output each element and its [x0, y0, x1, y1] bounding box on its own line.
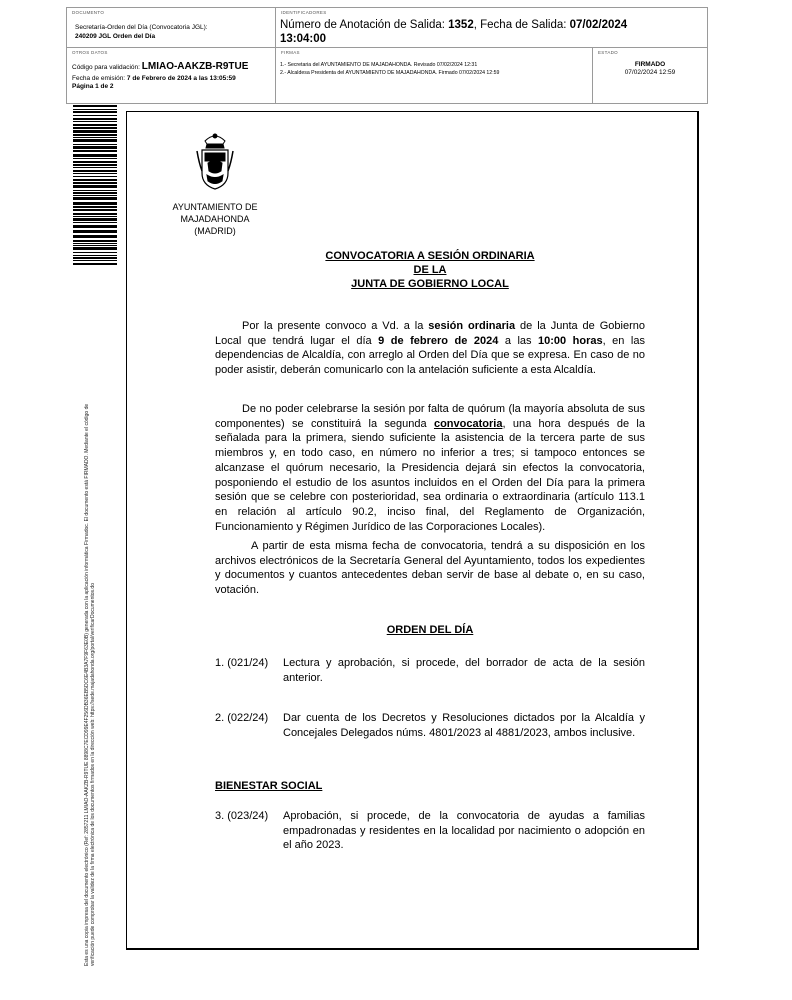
orden-del-dia-title: ORDEN DEL DÍA [386, 624, 474, 636]
signature-2: 2.- Alcaldesa Presidenta del AYUNTAMIENTO DE MAJADAHONDA. Firmado 07/02/2024 12:59 [280, 70, 500, 76]
barcode-bar [73, 134, 117, 136]
barcode-bar [73, 170, 117, 172]
barcode-bar [73, 146, 117, 149]
paragraph-convocation: Por la presente convoco a Vd. a la sesión ordinaria de la Junta de Gobierno Local que tendrá lugar el día 9 de febrero de 2024 a las 10:00 horas, en las dependencias de Alcaldía, con arreglo al Orden del Día que se expresa. En caso de no poder asistir, deberán comunicarlo con la antelación suficiente a esta Alcaldía. [215, 320, 645, 377]
barcode-bar [73, 260, 117, 261]
verification-side-text [84, 306, 96, 966]
document-title: Secretaría-Orden del Día (Convocatoria JGL): [75, 24, 208, 31]
identifiers-cell [276, 8, 707, 48]
verification-line-1: Esta es una copia impresa del documento electrónico (Ref: 2857211 LMIAO-AAKZB-R9TUE 8898C7ECD99E4F256DB36EB5DC6E4B3A7F9F63E0B) generada con la aplicación informática Firmadoc. El documento está FIRMADO. Mediante el código de [84, 403, 90, 966]
other-data-cell [67, 48, 276, 103]
barcode-bar [73, 105, 117, 107]
section-heading-bienestar: BIENESTAR SOCIAL [215, 780, 323, 792]
status-cell [593, 48, 707, 103]
barcode-bar [73, 130, 117, 133]
validation-code-line[interactable]: Código para validación: LMIAO-AAKZB-R9TUE [72, 61, 249, 72]
barcode-bar [73, 158, 117, 159]
barcode-bar [73, 150, 117, 152]
status-label: ESTADO [598, 50, 618, 55]
coat-of-arms-logo [193, 131, 237, 193]
agenda-item-2 [215, 711, 645, 740]
barcode-bar [73, 195, 117, 196]
status-badge: FIRMADO [634, 61, 666, 68]
barcode-bar [73, 137, 117, 138]
barcode-bar [73, 127, 117, 129]
barcode-image [73, 105, 117, 267]
barcode-bar [73, 185, 117, 188]
barcode-bar [73, 213, 117, 215]
barcode-bar [73, 139, 117, 142]
barcode-bar [73, 167, 117, 168]
barcode-bar [73, 111, 117, 113]
barcode-bar [73, 197, 117, 200]
barcode-bar [73, 235, 117, 238]
barcode-bar [73, 176, 117, 177]
barcode-bar [73, 247, 117, 250]
identifiers-label: IDENTIFICADORES [281, 10, 327, 15]
barcode-bar [73, 225, 117, 228]
barcode-bar [73, 263, 117, 265]
signature-1: 1.- Secretaria del AYUNTAMIENTO DE MAJADAHONDA. Revisado 07/02/2024 12:31 [280, 62, 478, 68]
agenda-item-text: Lectura y aprobación, si procede, del borrador de acta de la sesión anterior. [283, 657, 645, 684]
barcode-bar [73, 118, 117, 120]
barcode-bar [73, 252, 117, 253]
doc-title-line-3: JUNTA DE GOBIERNO LOCAL [351, 278, 509, 290]
barcode-bar [73, 173, 117, 174]
barcode-bar [73, 202, 117, 205]
agenda-item-1 [215, 656, 645, 685]
barcode-bar [73, 240, 117, 242]
barcode-bar [73, 218, 117, 221]
barcode-bar [73, 121, 117, 122]
document-metadata-header [66, 7, 708, 104]
barcode-bar [73, 164, 117, 166]
barcode-bar [73, 182, 117, 184]
document-subtitle: 240209 JGL Orden del Día [75, 33, 156, 40]
barcode-bar [73, 109, 117, 110]
barcode-bar [73, 192, 117, 194]
agenda-item-text: Dar cuenta de los Decretos y Resoluciones dictados por la Alcaldía y Concejales Delegados núms. 4801/2023 al 4881/2023, ambos inclusive. [283, 712, 645, 739]
emission-date: Fecha de emisión: 7 de Febrero de 2024 a las 13:05:59 [72, 75, 236, 82]
barcode-bar [73, 115, 117, 116]
barcode-bar [73, 209, 117, 211]
barcode-bar [73, 216, 117, 217]
agenda-item-text: Aprobación, si procede, de la convocatoria de ayudas a familias empadronadas y residentes en la localidad por nacimiento o adopción en el año 2023. [283, 810, 645, 852]
barcode-bar [73, 206, 117, 208]
other-data-label: OTROS DATOS [72, 50, 108, 55]
document-cell [67, 8, 276, 48]
barcode-bar [73, 179, 117, 181]
issuer-line-2: MAJADAHONDA [180, 214, 250, 224]
exit-annotation-number: Número de Anotación de Salida: 1352, Fecha de Salida: 07/02/2024 [280, 19, 628, 31]
barcode-bar [73, 257, 117, 259]
document-label: DOCUMENTO [72, 10, 105, 15]
barcode-bar [73, 161, 117, 163]
barcode-bar [73, 255, 117, 256]
signatures-label: FIRMAS [281, 50, 300, 55]
barcode-bar [73, 190, 117, 191]
barcode-bar [73, 245, 117, 246]
exit-time: 13:04:00 [280, 33, 327, 45]
agenda-item-number: 2. (022/24) [215, 712, 269, 724]
issuer-line-1: AYUNTAMIENTO DE [172, 202, 258, 212]
barcode-bar [73, 144, 117, 145]
barcode-bar [73, 222, 117, 223]
barcode-bar [73, 243, 117, 244]
issuer-name [160, 201, 270, 237]
agenda-item-3 [215, 809, 645, 853]
doc-title-line-1: CONVOCATORIA A SESIÓN ORDINARIA [325, 250, 535, 262]
issuer-line-3: (MADRID) [194, 226, 236, 236]
status-date: 07/02/2024 12:59 [624, 69, 676, 76]
barcode-bar [73, 124, 117, 126]
doc-title-line-2: DE LA [413, 264, 447, 276]
paragraph-documents: A partir de esta misma fecha de convocatoria, tendrá a su disposición en los archivos electrónicos de la Secretaría General del Ayuntamiento, todos los expedientes y documentos y cuantos antecedentes deban servir de base al debate o, en su caso, votación. [215, 540, 645, 597]
signatures-cell [276, 48, 593, 103]
page-indicator: Página 1 de 2 [72, 83, 114, 90]
agenda-item-number: 3. (023/24) [215, 810, 269, 822]
barcode-bar [73, 154, 117, 157]
verification-line-2: verificación puede comprobar la validez de la firma electrónica de los documentos firmados en la dirección web: https://sede.majadahonda.org/portal/verificarDocumentos.do [90, 583, 96, 966]
barcode-bar [73, 230, 117, 233]
agenda-item-number: 1. (021/24) [215, 657, 269, 669]
paragraph-quorum: De no poder celebrarse la sesión por falta de quórum (la mayoría absoluta de sus componentes) se constituirá la segunda convocatoria, una hora después de la señalada para la primera, siendo suficiente la asistencia de la tercera parte de sus miembros y, en todo caso, en número no inferior a tres; si tampoco entonces se alcanzase el quórum necesario, la Presidencia dejará sin efectos la convocatoria, posponiendo el estudio de los asuntos incluidos en el Orden del Día para la primera sesión que se celebre con posterioridad, sea ordinaria o extraordinaria (artículo 113.1 en relación al artículo 90.2, inciso final, del Reglamento de Organización, Funcionamiento y Régimen Jurídico de las Corporaciones Locales). [215, 403, 645, 533]
